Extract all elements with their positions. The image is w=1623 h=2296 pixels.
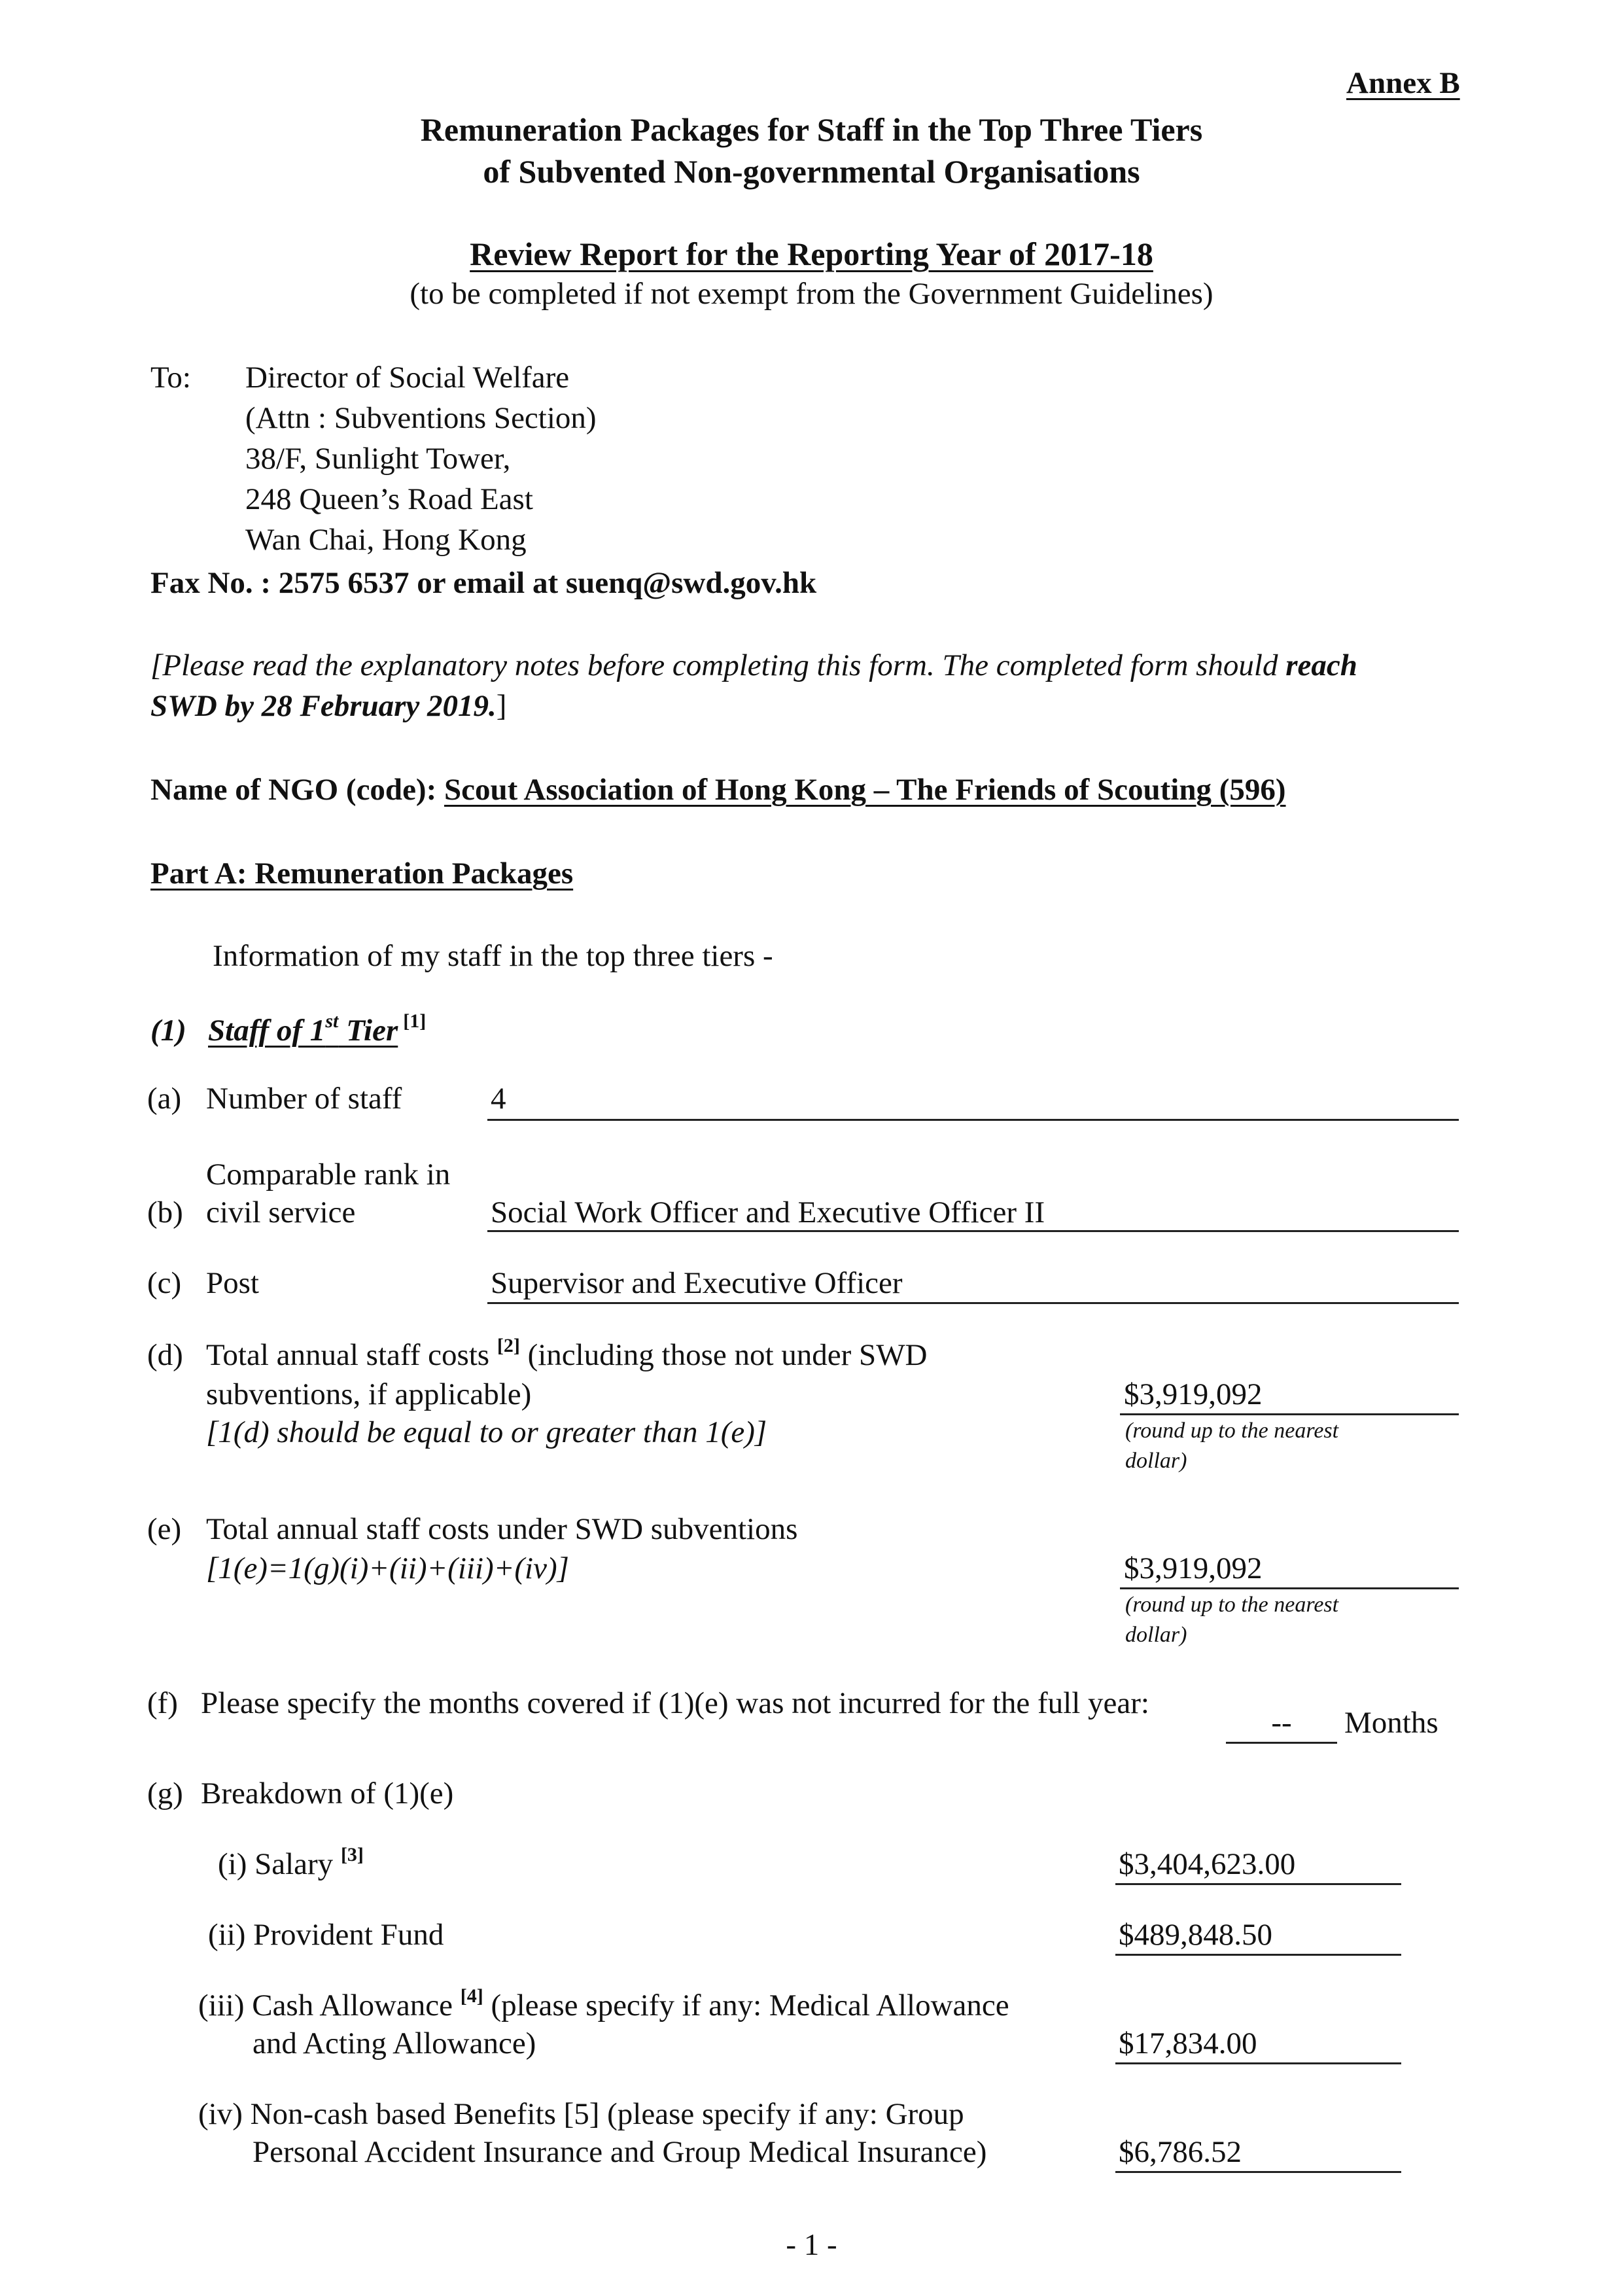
item-b-label: (b) [147, 1195, 183, 1229]
address-line: Wan Chai, Hong Kong [245, 523, 527, 557]
item-g-text: Breakdown of (1)(e) [201, 1776, 454, 1810]
item-d-text1a: Total annual staff costs [206, 1338, 497, 1372]
item-b-text2: civil service [206, 1195, 356, 1229]
round-note-e2: dollar) [1125, 1623, 1187, 1647]
cash-allowance-ref: [4] [460, 1985, 483, 2007]
form-title-line2: of Subvented Non-governmental Organisations [483, 153, 1140, 190]
item-g-label: (g) [147, 1776, 183, 1810]
fax-email: Fax No. : 2575 6537 or email at suenq@swd.gov.hk [150, 566, 817, 600]
form-title-line1: Remuneration Packages for Staff in the Top Three Tiers [420, 111, 1203, 148]
tier1-title-text: Staff of 1 [208, 1014, 326, 1048]
instruction-deadline: SWD by 28 February 2019. [150, 689, 497, 723]
cash-allowance-line [1115, 2062, 1401, 2064]
item-e-note: [1(e)=1(g)(i)+(ii)+(iii)+(iv)] [206, 1551, 569, 1585]
comparable-rank-line [487, 1230, 1459, 1232]
report-title: Review Report for the Reporting Year of 2017-18 [470, 236, 1153, 272]
item-f-text: Please specify the months covered if (1)(e) was not incurred for the full year: [201, 1686, 1149, 1720]
ngo-name-row [150, 769, 1286, 810]
non-cash-benefits-label: (iv) Non-cash based Benefits [5] (please specify if any: Group [198, 2097, 964, 2131]
tier1-number: (1) [150, 1014, 186, 1048]
item-d-text1b: (including those not under SWD [519, 1338, 928, 1372]
item-d-text2: subventions, if applicable) [206, 1377, 532, 1411]
post-line [487, 1302, 1459, 1304]
item-d-text1 [206, 1335, 928, 1375]
to-label: To: [150, 361, 191, 395]
item-e-label: (e) [147, 1512, 182, 1546]
tier1-ref: [1] [403, 1010, 427, 1032]
salary-line [1115, 1883, 1401, 1885]
instruction-line1 [150, 645, 1357, 686]
non-cash-benefits-value: $6,786.52 [1119, 2135, 1242, 2169]
cash-allowance-value: $17,834.00 [1119, 2026, 1257, 2060]
cash-allowance-label [198, 1985, 1009, 2026]
ngo-label: Name of NGO (code): [150, 773, 444, 807]
months-value: -- [1271, 1706, 1292, 1740]
comparable-rank-value: Social Work Officer and Executive Officer II [491, 1195, 1045, 1229]
tier1-title-sup: st [325, 1010, 339, 1032]
report-subtitle: (to be completed if not exempt from the Government Guidelines) [410, 277, 1213, 311]
round-note-d2: dollar) [1125, 1449, 1187, 1473]
round-note-d1: (round up to the nearest [1125, 1419, 1339, 1443]
non-cash-benefits-text2: Personal Accident Insurance and Group Medical Insurance) [253, 2135, 987, 2169]
item-d-ref: [2] [497, 1335, 520, 1356]
item-c-text: Post [206, 1266, 259, 1300]
number-of-staff-value: 4 [491, 1082, 506, 1116]
swd-staff-costs-value: $3,919,092 [1124, 1551, 1263, 1585]
ngo-name-value: Scout Association of Hong Kong – The Friends of Scouting (596) [444, 773, 1286, 807]
number-of-staff-line [487, 1119, 1459, 1121]
months-unit: Months [1344, 1706, 1439, 1740]
address-line: 38/F, Sunlight Tower, [245, 442, 511, 476]
item-a-label: (a) [147, 1082, 182, 1116]
post-value: Supervisor and Executive Officer [491, 1266, 903, 1300]
provident-fund-line [1115, 1954, 1401, 1956]
instruction-line2 [150, 686, 506, 726]
instruction-close: ] [496, 689, 507, 723]
provident-fund-label: (ii) Provident Fund [208, 1918, 444, 1952]
item-d-note: [1(d) should be equal to or greater than 1(e)] [206, 1415, 767, 1449]
item-c-label: (c) [147, 1266, 182, 1300]
salary-label [218, 1844, 364, 1884]
instruction-reach: reach [1285, 648, 1357, 682]
round-note-e1: (round up to the nearest [1125, 1593, 1339, 1617]
cash-allowance-text: (iii) Cash Allowance [198, 1988, 461, 2022]
swd-staff-costs-line [1120, 1587, 1459, 1589]
item-b-text1: Comparable rank in [206, 1157, 451, 1192]
tier1-title-end: Tier [338, 1014, 398, 1048]
cash-allowance-text2: and Acting Allowance) [253, 2026, 536, 2060]
cash-allowance-text-b: (please specify if any: Medical Allowance [483, 1988, 1009, 2022]
item-d-label: (d) [147, 1338, 183, 1372]
part-a-heading: Part A: Remuneration Packages [150, 857, 574, 891]
salary-value: $3,404,623.00 [1119, 1847, 1296, 1881]
months-line [1226, 1742, 1337, 1744]
part-a-intro: Information of my staff in the top three tiers - [213, 939, 773, 973]
total-staff-costs-line [1120, 1413, 1459, 1415]
non-cash-benefits-line [1115, 2171, 1401, 2173]
tier1-title [208, 1010, 426, 1051]
page-number: - 1 - [786, 2228, 837, 2262]
salary-ref: [3] [340, 1844, 364, 1865]
provident-fund-value: $489,848.50 [1119, 1918, 1272, 1952]
annex-label: Annex B [1346, 66, 1460, 100]
instruction-text: [Please read the explanatory notes before completing this form. The completed form should [150, 648, 1286, 682]
address-line: (Attn : Subventions Section) [245, 401, 597, 435]
item-f-label: (f) [147, 1686, 178, 1720]
item-a-text: Number of staff [206, 1082, 402, 1116]
total-staff-costs-value: $3,919,092 [1124, 1377, 1263, 1411]
address-line: 248 Queen’s Road East [245, 482, 533, 516]
address-line: Director of Social Welfare [245, 361, 570, 395]
item-e-text1: Total annual staff costs under SWD subventions [206, 1512, 798, 1546]
salary-text: (i) Salary [218, 1847, 341, 1881]
